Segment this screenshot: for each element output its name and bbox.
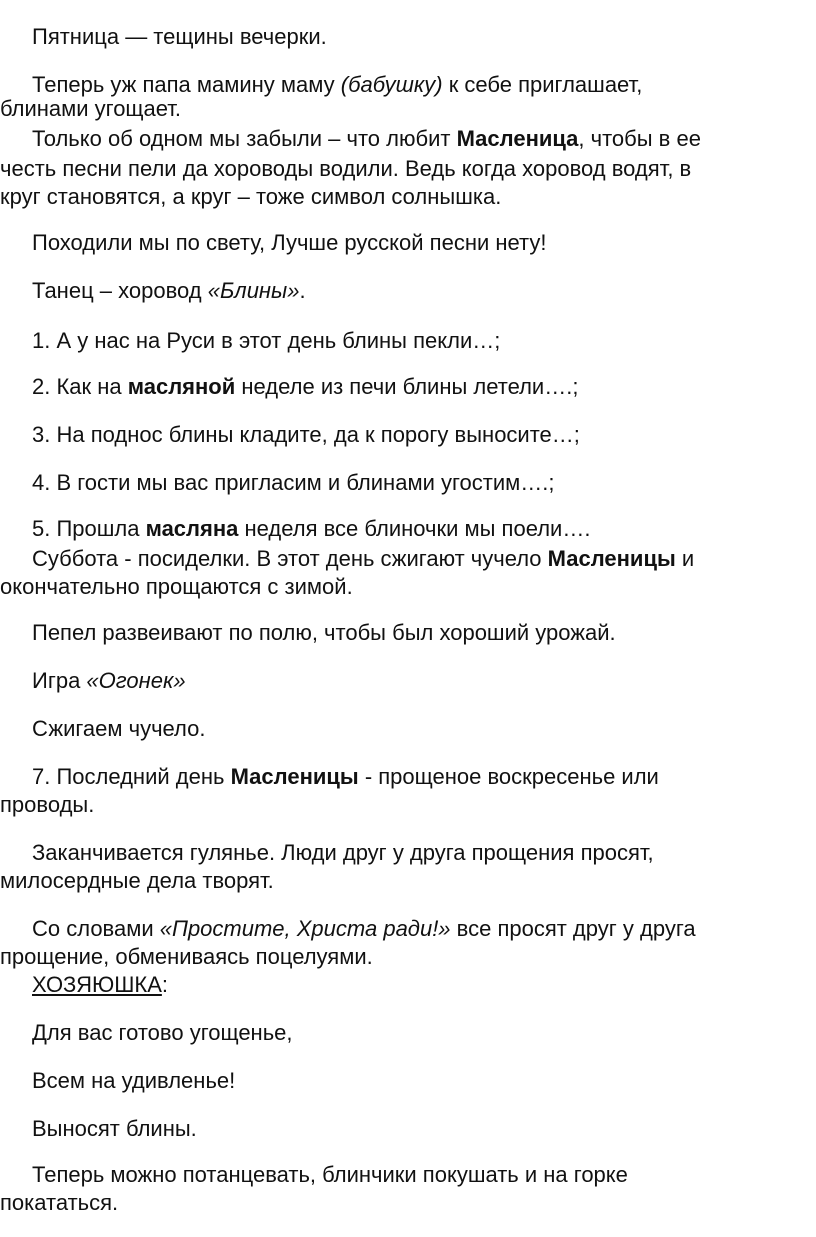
text-line bbox=[0, 184, 816, 210]
text-line bbox=[0, 1162, 816, 1188]
italic-text: «Огонек» bbox=[86, 668, 186, 693]
text-line bbox=[0, 24, 816, 50]
italic-text: «Блины» bbox=[207, 278, 300, 303]
bold-text: Масленицы bbox=[547, 546, 676, 571]
text-line bbox=[0, 278, 816, 304]
bold-text: Масленица bbox=[456, 126, 579, 151]
text-line bbox=[0, 668, 816, 694]
bold-text: масляна bbox=[145, 516, 239, 541]
text-run: к себе приглашает, bbox=[442, 72, 643, 97]
text-run: неделе из печи блины летели….; bbox=[235, 374, 579, 399]
text-run: Суббота - посиделки. В этот день сжигают чучело bbox=[32, 546, 548, 571]
underlined-text: ХОЗЯЮШКА bbox=[32, 972, 162, 997]
text-run: 7. Последний день bbox=[32, 764, 231, 789]
text-line bbox=[0, 574, 816, 600]
text-run: 2. Как на bbox=[32, 374, 128, 399]
text-line bbox=[0, 328, 816, 354]
text-run: Заканчивается гулянье. Люди друг у друга прощения просят, bbox=[32, 840, 654, 865]
text-run: прощение, обмениваясь поцелуями. bbox=[0, 944, 373, 969]
text-run: окончательно прощаются с зимой. bbox=[0, 574, 353, 599]
text-run: , чтобы в ее bbox=[578, 126, 701, 151]
text-line bbox=[0, 716, 816, 742]
text-run: 1. А у нас на Руси в этот день блины пекли…; bbox=[32, 328, 501, 353]
text-run: - прощеное воскресенье или bbox=[358, 764, 659, 789]
text-run: : bbox=[161, 972, 168, 997]
text-run: Игра bbox=[32, 668, 87, 693]
text-line bbox=[0, 1020, 816, 1046]
text-run: милосердные дела творят. bbox=[0, 868, 274, 893]
text-line bbox=[0, 546, 816, 572]
text-run: покататься. bbox=[0, 1190, 119, 1215]
text-run: Всем на удивленье! bbox=[32, 1068, 236, 1093]
bold-text: масляной bbox=[127, 374, 236, 399]
text-line bbox=[0, 840, 816, 866]
text-run: Для вас готово угощенье, bbox=[32, 1020, 293, 1045]
text-run: Пепел развеивают по полю, чтобы был хороший урожай. bbox=[32, 620, 616, 645]
text-line bbox=[0, 96, 816, 122]
text-run: Только об одном мы забыли – что любит bbox=[32, 126, 457, 151]
text-line bbox=[0, 72, 816, 98]
text-line bbox=[0, 868, 816, 894]
text-run: 5. Прошла bbox=[32, 516, 146, 541]
text-line bbox=[0, 792, 816, 818]
text-line bbox=[0, 764, 816, 790]
text-run: Пятница — тещины вечерки. bbox=[32, 24, 327, 49]
italic-text: «Простите, Христа ради!» bbox=[159, 916, 451, 941]
text-line bbox=[0, 620, 816, 646]
text-run: круг становятся, а круг – тоже символ солнышка. bbox=[0, 184, 502, 209]
text-run: неделя все блиночки мы поели…. bbox=[238, 516, 591, 541]
text-run: . bbox=[299, 278, 306, 303]
text-run: все просят друг у друга bbox=[450, 916, 696, 941]
text-line bbox=[0, 374, 816, 400]
text-line bbox=[0, 944, 816, 970]
text-line bbox=[0, 916, 816, 942]
text-run: Теперь уж папа мамину маму bbox=[32, 72, 341, 97]
text-run: Со словами bbox=[32, 916, 160, 941]
text-line bbox=[0, 516, 816, 542]
text-line bbox=[0, 156, 816, 182]
text-run: Танец – хоровод bbox=[32, 278, 208, 303]
bold-text: Масленицы bbox=[230, 764, 359, 789]
text-run: блинами угощает. bbox=[0, 96, 182, 121]
text-line bbox=[0, 126, 816, 152]
text-run: 3. На поднос блины кладите, да к порогу выносите…; bbox=[32, 422, 580, 447]
text-run: и bbox=[675, 546, 695, 571]
text-run: 4. В гости мы вас пригласим и блинами угостим….; bbox=[32, 470, 555, 495]
text-line bbox=[0, 1116, 816, 1142]
italic-text: (бабушку) bbox=[340, 72, 443, 97]
text-run: проводы. bbox=[0, 792, 95, 817]
text-run: Теперь можно потанцевать, блинчики покушать и на горке bbox=[32, 1162, 628, 1187]
text-run: Выносят блины. bbox=[32, 1116, 197, 1141]
text-run: Походили мы по свету, Лучше русской песни нету! bbox=[32, 230, 547, 255]
text-line bbox=[0, 422, 816, 448]
text-run: честь песни пели да хороводы водили. Ведь когда хоровод водят, в bbox=[0, 156, 692, 181]
text-line bbox=[0, 230, 816, 256]
text-line bbox=[0, 972, 816, 998]
text-line bbox=[0, 1190, 816, 1216]
text-run: Сжигаем чучело. bbox=[32, 716, 206, 741]
text-line bbox=[0, 470, 816, 496]
text-line bbox=[0, 1068, 816, 1094]
